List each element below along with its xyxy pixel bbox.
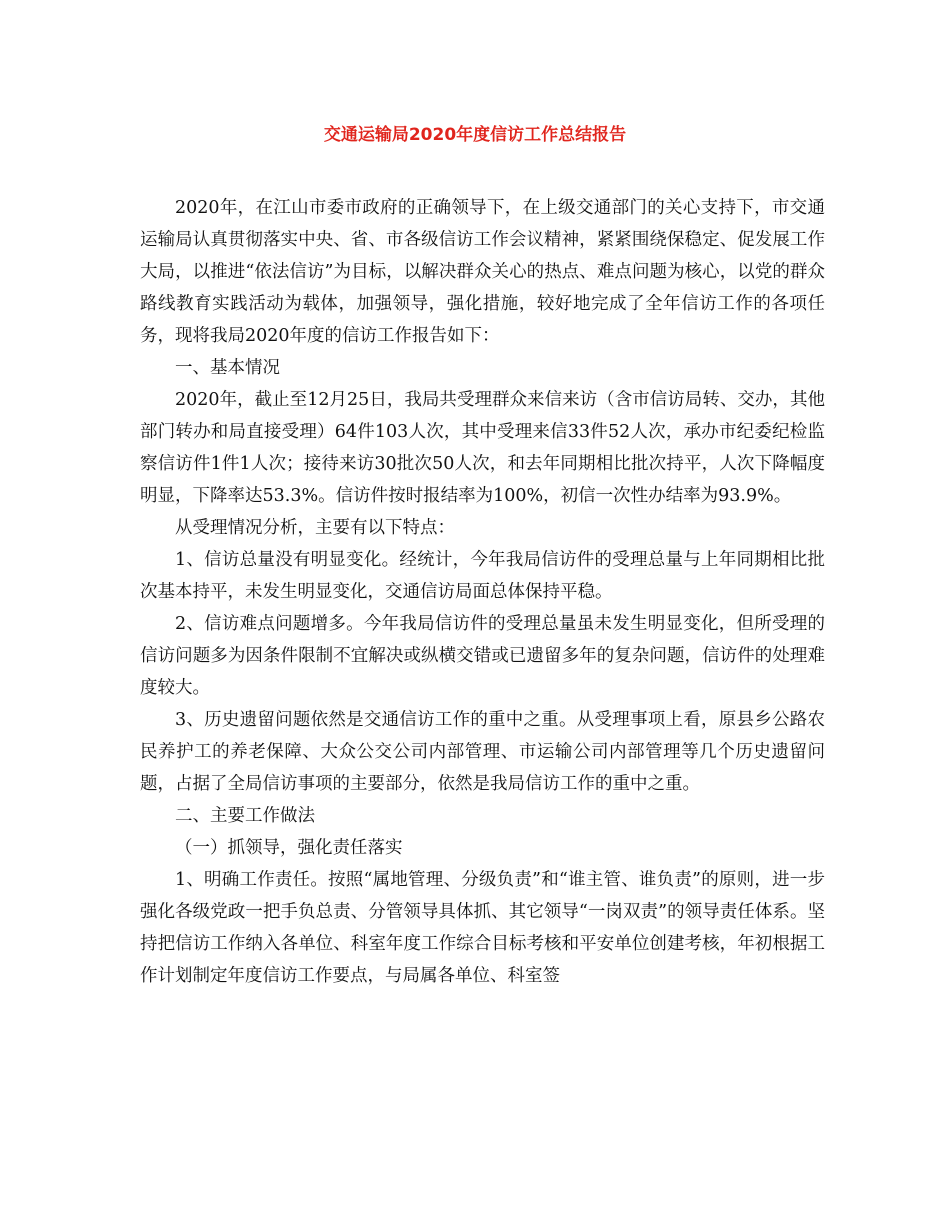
subsection-heading-leadership: （一）抓领导，强化责任落实 <box>175 838 403 858</box>
paragraph-feature-2: 2、信访难点问题增多。今年我局信访件的受理总量虽未发生明显变化，但所受理的信访问题多为因条件限制不宜解决或纵横交错或已遗留多年的复杂问题，信访件的处理难度较大。 <box>140 614 825 698</box>
document-title: 交通运输局2020年度信访工作总结报告 <box>323 125 627 145</box>
paragraph-responsibility: 1、明确工作责任。按照“属地管理、分级负责”和“谁主管、谁负责”的原则，进一步强化各级党政一把手负总责、分管领导具体抓、其它领导“一岗双责”的领导责任体系。坚持把信访工作纳入各单位、科室年度工作综合目标考核和平安单位创建考核，年初根据工作计划制定年度信访工作要点，与局属各单位、科室签 <box>140 870 825 986</box>
paragraph-intro: 2020年，在江山市委市政府的正确领导下，在上级交通部门的关心支持下，市交通运输局认真贯彻落实中央、省、市各级信访工作会议精神，紧紧围绕保稳定、促发展工作大局，以推进“依法信访”为目标，以解决群众关心的热点、难点问题为核心，以党的群众路线教育实践活动为载体，加强领导，强化措施，较好地完成了全年信访工作的各项任务，现将我局2020年度的信访工作报告如下： <box>140 198 825 346</box>
paragraph-features-intro: 从受理情况分析，主要有以下特点： <box>175 518 455 538</box>
section-heading-basic-situation: 一、基本情况 <box>175 358 280 378</box>
paragraph-feature-3: 3、历史遗留问题依然是交通信访工作的重中之重。从受理事项上看，原县乡公路农民养护工的养老保障、大众公交公司内部管理、市运输公司内部管理等几个历史遗留问题，占据了全局信访事项的主要部分，依然是我局信访工作的重中之重。 <box>140 710 825 794</box>
paragraph-statistics: 2020年，截止至12月25日，我局共受理群众来信来访（含市信访局转、交办，其他部门转办和局直接受理）64件103人次，其中受理来信33件52人次，承办市纪委纪检监察信访件1件1人次；接待来访30批次50人次，和去年同期相比批次持平，人次下降幅度明显，下降率达53.3%。信访件按时报结率为100%，初信一次性办结率为93.9%。 <box>140 390 825 506</box>
document-body <box>140 192 825 992</box>
section-heading-main-work: 二、主要工作做法 <box>175 806 315 826</box>
paragraph-feature-1: 1、信访总量没有明显变化。经统计，今年我局信访件的受理总量与上年同期相比批次基本持平，未发生明显变化，交通信访局面总体保持平稳。 <box>140 550 825 602</box>
